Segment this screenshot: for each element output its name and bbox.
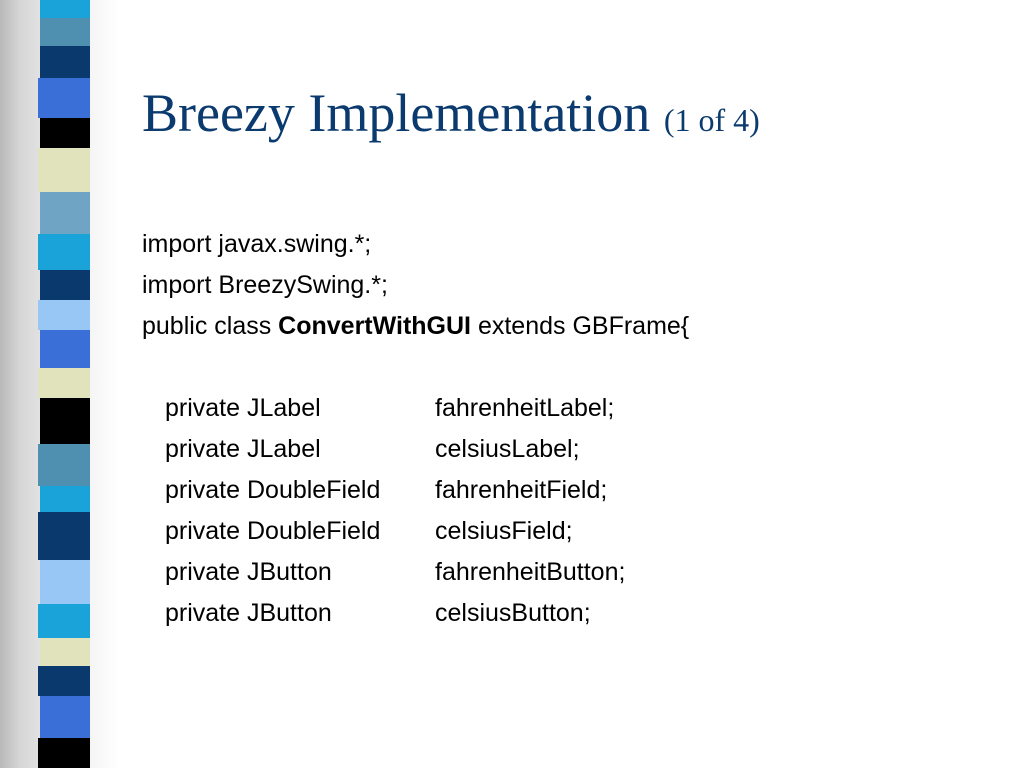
stripe-segment [40, 638, 90, 666]
class-name: ConvertWithGUI [278, 312, 471, 340]
stripe-segment [38, 78, 90, 118]
stripe-segment [40, 696, 90, 738]
stripe-segment [40, 18, 90, 46]
field-declaration [142, 552, 689, 593]
field-name: celsiusButton; [435, 599, 591, 627]
field-type: private DoubleField [165, 476, 381, 504]
field-name: fahrenheitLabel; [435, 394, 615, 422]
stripe-segment [38, 300, 90, 330]
stripe-segment [40, 270, 90, 300]
stripe-segment [40, 398, 90, 444]
field-type: private DoubleField [165, 517, 381, 545]
class-suffix: extends GBFrame{ [471, 312, 690, 340]
blank-line [142, 347, 689, 388]
stripe-segment [40, 46, 90, 78]
field-name: fahrenheitButton; [435, 558, 626, 586]
field-declaration [142, 470, 689, 511]
class-declaration [142, 306, 689, 347]
field-declaration [142, 593, 689, 634]
field-declaration [142, 388, 689, 429]
title-main: Breezy Implementation [142, 83, 651, 143]
stripe-segment [38, 666, 90, 696]
stripe-segment [40, 486, 90, 512]
field-type: private JButton [165, 558, 332, 586]
stripe-segment [40, 192, 90, 234]
title-page-indicator: (1 of 4) [663, 102, 760, 138]
import-line-breezyswing: import BreezySwing.*; [142, 271, 388, 299]
slide-title [142, 84, 760, 143]
field-name: celsiusLabel; [435, 435, 580, 463]
stripe-segment [40, 560, 90, 604]
stripe-segment [40, 0, 90, 18]
class-prefix: public class [142, 312, 279, 340]
decorative-color-stripe [0, 0, 120, 768]
stripe-segment [40, 330, 90, 368]
field-type: private JLabel [165, 435, 321, 463]
import-line-swing: import javax.swing.*; [142, 230, 372, 258]
field-type: private JLabel [165, 394, 321, 422]
stripe-segment [38, 512, 90, 560]
stripe-segment [38, 148, 90, 192]
field-declaration [142, 511, 689, 552]
field-name: celsiusField; [435, 517, 573, 545]
field-declaration [142, 429, 689, 470]
code-block [142, 224, 689, 634]
field-name: fahrenheitField; [435, 476, 608, 504]
stripe-segment [38, 738, 90, 768]
stripe-segment [40, 118, 90, 148]
stripe-segment [38, 444, 90, 486]
stripe-segment [38, 234, 90, 270]
field-type: private JButton [165, 599, 332, 627]
stripe-segment [38, 604, 90, 638]
stripe-segment [38, 368, 90, 398]
